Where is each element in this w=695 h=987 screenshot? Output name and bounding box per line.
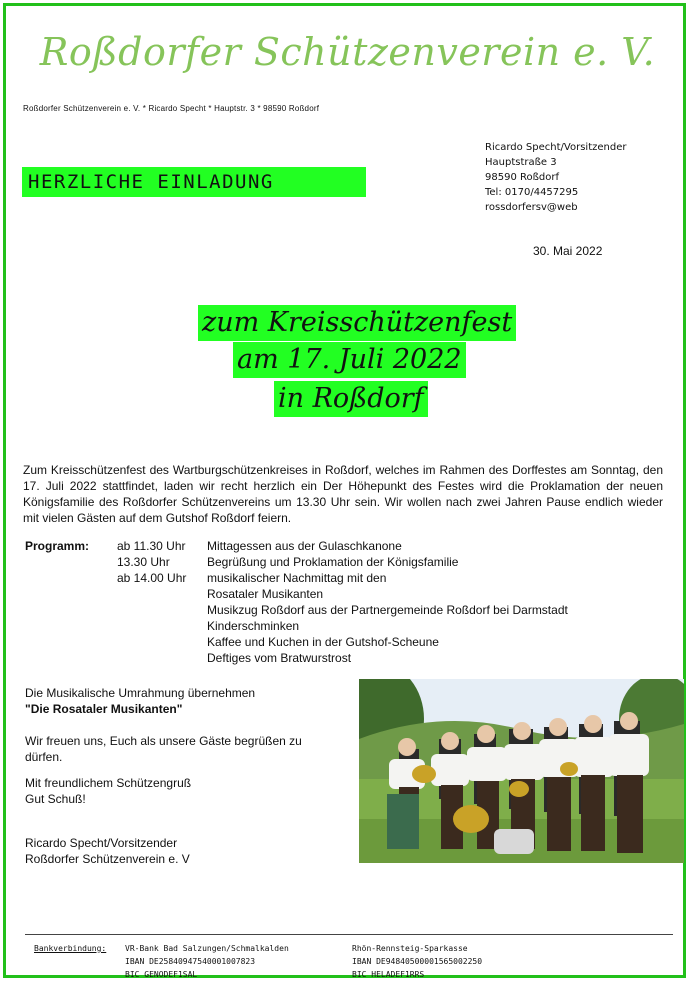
program-label: Programm: [25,539,90,553]
program-time: ab 14.00 Uhr [117,571,187,585]
invitation-banner: HERZLICHE EINLADUNG [22,167,366,197]
welcome-line: Wir freuen uns, Euch als unsere Gäste begrüßen zu [25,734,302,748]
headline-line-1: zum Kreisschützenfest [198,305,516,341]
band-name: "Die Rosataler Musikanten" [25,702,183,716]
program-item: Kinderschminken [207,619,300,633]
program-times [117,538,186,586]
signature-line: Ricardo Specht/Vorsitzender [25,836,178,850]
address-line: 98590 Roßdorf [485,172,560,183]
bank-account-1 [125,942,289,981]
sender-line: Roßdorfer Schützenverein e. V. * Ricardo Specht * Hauptstr. 3 * 98590 Roßdorf [23,104,320,113]
program-item: musikalischer Nachmittag mit den [207,571,387,585]
headline-line-2: am 17. Juli 2022 [233,342,466,378]
bank-account-2 [352,942,482,981]
bank-bic: BIC HELADEF1RRS [352,970,425,979]
band-photo [359,679,684,863]
address-line: Tel: 0170/4457295 [485,187,579,198]
recipient-address [485,140,626,215]
greeting-line: Gut Schuß! [25,792,86,806]
footer-separator [25,934,673,935]
signature-line: Roßdorfer Schützenverein e. V [25,852,190,866]
program-item: Begrüßung und Proklamation der Königsfamilie [207,555,459,569]
bank-bic: BIC GENODEF1SAL [125,970,198,979]
club-title: Roßdorfer Schützenverein e. V. [39,30,656,74]
address-line: Ricardo Specht/Vorsitzender [485,142,627,153]
bank-iban: IBAN DE94840500001565002250 [352,957,483,966]
band-photo-image [359,679,684,863]
greeting-line: Mit freundlichem Schützengruß [25,776,192,790]
bank-name: Rhön-Rennsteig-Sparkasse [352,944,468,953]
program-items [207,538,568,666]
address-line: Hauptstraße 3 [485,157,557,168]
program-time: ab 11.30 Uhr [117,539,186,553]
signature-block [25,835,190,867]
welcome-line: dürfen. [25,750,63,764]
greeting-text [25,775,191,807]
program-item: Musikzug Roßdorf aus der Partnergemeinde Roßdorf bei Darmstadt [207,603,568,617]
intro-paragraph: Zum Kreisschützenfest des Wartburgschützenkreises in Roßdorf, welches im Rahmen des Dorffestes am Sonntag, den 17. Juli 2022 stattfindet, laden wir recht herzlich ein Der Höhepunkt des Festes wird die Proklamation der neuen Königsfamilie des Roßdorfer Schützenvereins um 13.30 Uhr sein. Wir wollen nach zwei Jahren Pause endlich wieder mit vielen Gästen auf dem Gutshof Roßdorf feiern. [23,463,663,525]
bank-name: VR-Bank Bad Salzungen/Schmalkalden [125,944,289,953]
address-line: rossdorfersv@web [485,202,578,213]
program-item: Mittagessen aus der Gulaschkanone [207,539,402,553]
program-time: 13.30 Uhr [117,555,170,569]
letter-date: 30. Mai 2022 [533,244,603,258]
music-intro: Die Musikalische Umrahmung übernehmen [25,686,256,700]
bank-label: Bankverbindung: [34,944,107,953]
bank-iban: IBAN DE25840947540001007823 [125,957,256,966]
program-item: Deftiges vom Bratwurstrost [207,651,352,665]
headline-line-3: in Roßdorf [274,381,428,417]
program-item: Kaffee und Kuchen in der Gutshof-Scheune [207,635,439,649]
welcome-text [25,733,302,765]
program-item: Rosataler Musikanten [207,587,324,601]
